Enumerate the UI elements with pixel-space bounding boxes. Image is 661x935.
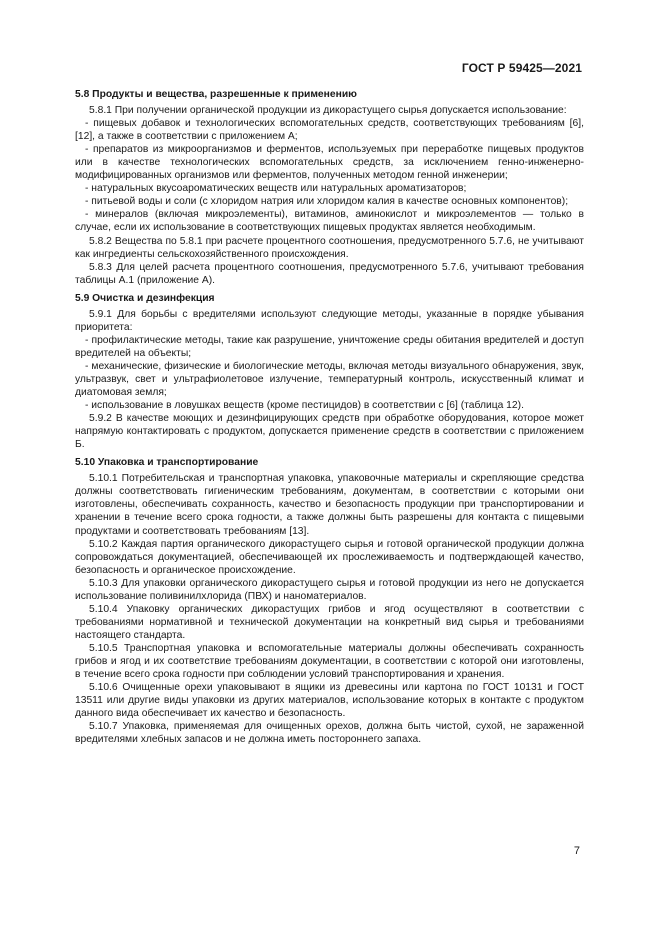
- list-item: - пищевых добавок и технологических вспомогательных средств, соответствующих требованиям [6], [12], а также в соответствии с приложением А;: [75, 118, 584, 143]
- paragraph-5-10-2: 5.10.2 Каждая партия органического дикорастущего сырья и готовой органической продукции должна сопровождаться документацией, обеспечивающей их прослеживаемость и подтверждающей качество, безопасность и органическое происхождение.: [75, 538, 584, 576]
- paragraph-5-10-1: 5.10.1 Потребительская и транспортная упаковка, упаковочные материалы и скрепляющие средства должны соответствовать гигиеническим требованиям, документам, в соответствии с которыми они изготовлены, обеспечивать сохранность, качество и безопасность продукции при транспортировании и хранении в течение всего срока годности, а также должны быть разрешены для контакта с пищевыми продуктами и соответствовать требованиям [13].: [75, 473, 584, 537]
- paragraph-5-8-1: 5.8.1 При получении органической продукции из дикорастущего сырья допускается использование:: [89, 105, 567, 117]
- list-item: - питьевой воды и соли (с хлоридом натрия или хлоридом калия в качестве основных компонентов);: [85, 196, 569, 208]
- list-item: - минералов (включая микроэлементы), витаминов, аминокислот и микроэлементов — только в случае, если их использование в соответствующих пищевых продуктах является необходимым.: [75, 209, 584, 234]
- document-id-header: ГОСТ Р 59425—2021: [461, 61, 582, 75]
- page-body: [75, 88, 584, 746]
- section-5-9-heading: 5.9 Очистка и дезинфекция: [75, 292, 215, 304]
- list-item: - механические, физические и биологические методы, включая методы визуального обнаружения, звук, ультразвук, свет и ультрафиолетовое излучение, температурный контроль, искусственный климат и диатомовая земля;: [75, 360, 584, 399]
- section-5-8-heading: 5.8 Продукты и вещества, разрешенные к применению: [75, 89, 357, 100]
- page-number: 7: [573, 845, 580, 857]
- paragraph-5-8-2: 5.8.2 Вещества по 5.8.1 при расчете процентного соотношения, предусмотренного 5.7.6, не учитывают как ингредиенты сельскохозяйственного происхождения.: [75, 235, 584, 260]
- paragraph-5-10-6: 5.10.6 Очищенные орехи упаковывают в ящики из древесины или картона по ГОСТ 10131 и ГОСТ 13511 или другие виды упаковки из других материалов, использование которых в контакте с продуктом данного вида обеспечивает их качество и безопасность.: [75, 682, 584, 720]
- paragraph-5-9-2: 5.9.2 В качестве моющих и дезинфицирующих средств при обработке оборудования, которое может напрямую контактировать с продуктом, допускается применение средств в соответствии с приложением Б.: [75, 413, 584, 451]
- list-item: - профилактические методы, такие как разрушение, уничтожение среды обитания вредителей и доступ вредителей на объекты;: [75, 334, 584, 359]
- list-item: - использование в ловушках веществ (кроме пестицидов) в соответствии с [6] (таблица 12).: [85, 400, 524, 412]
- paragraph-5-10-7: 5.10.7 Упаковка, применяемая для очищенных орехов, должна быть чистой, сухой, не зараженной вредителями хлебных запасов и не должна иметь постороннего запаха.: [75, 721, 584, 746]
- paragraph-5-9-1: 5.9.1 Для борьбы с вредителями используют следующие методы, указанные в порядке убывания приоритета:: [75, 308, 584, 333]
- list-item: - препаратов из микроорганизмов и ферментов, используемых при переработке пищевых продуктов или в качестве технологических вспомогательных средств, за исключением генно-инженерно-модифицированных организмов или ферментов, полученных методом генной инженерии;: [75, 144, 584, 182]
- paragraph-5-10-3: 5.10.3 Для упаковки органического дикорастущего сырья и готовой продукции из него не допускается использование поливинилхлорида (ПВХ) и наноматериалов.: [75, 577, 584, 602]
- paragraph-5-8-3: 5.8.3 Для целей расчета процентного соотношения, предусмотренного 5.7.6, учитывают требования таблицы А.1 (приложение А).: [75, 261, 584, 286]
- paragraph-5-10-5: 5.10.5 Транспортная упаковка и вспомогательные материалы должны обеспечивать сохранность грибов и ягод и их соответствие требованиям документации, в соответствии с которой они изготовлены, в течение всего срока годности при соблюдении условий транспортирования и хранения.: [75, 642, 584, 681]
- paragraph-5-10-4: 5.10.4 Упаковку органических дикорастущих грибов и ягод осуществляют в соответствии с требованиями нормативной и технической документации на конкретный вид сырья и требованиями настоящего стандарта.: [75, 603, 584, 641]
- section-5-10-heading: 5.10 Упаковка и транспортирование: [75, 457, 259, 469]
- list-item: - натуральных вкусоароматических веществ или натуральных ароматизаторов;: [85, 183, 467, 195]
